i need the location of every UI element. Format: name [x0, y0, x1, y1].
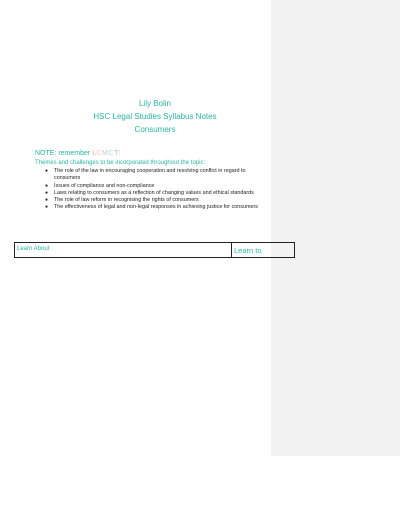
acronym-letter: L [92, 150, 97, 157]
list-item [45, 190, 270, 197]
note-prefix: NOTE: remember [35, 150, 93, 157]
topic-title: Consumers [134, 125, 176, 134]
list-item [45, 183, 270, 190]
list-item-text: The role of the law in encouraging cooperation and resolving conflict in regard to consumers [54, 168, 246, 182]
list-item [45, 168, 270, 183]
learn-about-header: Learn About [15, 243, 232, 257]
bullet-icon: ● [45, 197, 49, 204]
list-item-text: The effectiveness of legal and non-legal responses in achieving justice for consumers [54, 204, 258, 211]
list-item [45, 197, 270, 204]
bullet-icon: ● [45, 189, 49, 196]
themes-list [45, 168, 270, 212]
list-item-text: Issues of compliance and non-compliance [54, 182, 155, 189]
course-title: HSC Legal Studies Syllabus Notes [93, 112, 217, 121]
list-item-text: The role of law reform in recognising the rights of consumers [54, 197, 199, 204]
themes-intro: Themes and challenges to be incorporated throughout the topic: [35, 160, 206, 166]
acronym-letter: ! [118, 150, 122, 157]
document-header [0, 97, 310, 136]
note-acronym [92, 150, 121, 157]
list-item-text: Laws relating to consumers as a reflection of changing values and ethical standards [54, 189, 254, 196]
acronym-letter: M [102, 150, 109, 157]
bullet-icon: ● [45, 182, 49, 189]
list-item [45, 204, 270, 211]
bullet-icon: ● [45, 204, 49, 211]
author-name: Lily Bolin [138, 99, 171, 108]
learn-to-header: Learn to [234, 246, 262, 255]
acronym-letter: C [108, 150, 115, 157]
acronym-letter: T [114, 150, 119, 157]
bullet-icon: ● [45, 168, 49, 174]
comment-margin [271, 0, 400, 456]
note-line [35, 150, 121, 157]
outcomes-table [14, 242, 295, 258]
acronym-letter: C [96, 150, 103, 157]
